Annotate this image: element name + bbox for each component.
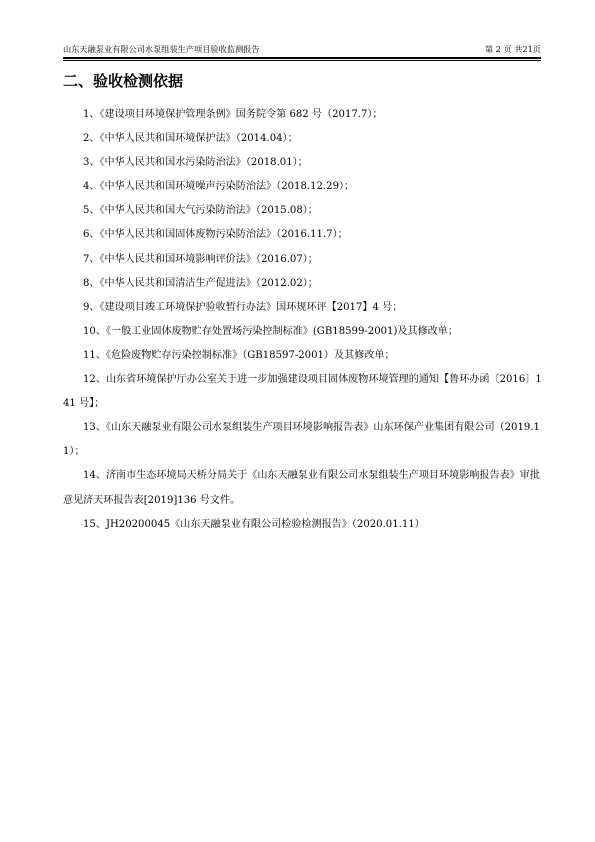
reference-item: 12、山东省环境保护厅办公室关于进一步加强建设项目固体废物环境管理的通知【鲁环办函〔2016〕141 号】；	[63, 374, 542, 410]
header-rule-thin	[63, 60, 541, 61]
reference-item: 7、《中华人民共和国环境影响评价法》（2016.07）；	[83, 253, 318, 265]
reference-item: 14、济南市生态环境局天桥分局关于《山东天融泵业有限公司水泵组装生产项目环境影响报告表》审批意见济天环报告表[2019]136 号文件。	[63, 470, 540, 506]
header-document-title: 山东天融泵业有限公司水泵组装生产项目验收监测报告	[63, 44, 260, 54]
header-page-number: 第 2 页 共21页	[484, 44, 541, 54]
page-header	[63, 44, 541, 58]
reference-item: 10、《一般工业固体废物贮存处置场污染控制标准》(GB18599-2001)及其修改单；	[83, 325, 458, 337]
reference-item: 2、《中华人民共和国环境保护法》（2014.04）；	[83, 133, 298, 145]
reference-item: 1、《建设项目环境保护管理条例》国务院令第 682 号（2017.7）；	[83, 109, 383, 120]
reference-item: 6、《中华人民共和国固体废物污染防治法》（2016.11.7）；	[83, 229, 348, 241]
section-heading: 二、验收检测依据	[63, 72, 184, 90]
reference-item: 8、《中华人民共和国清洁生产促进法》（2012.02）；	[83, 277, 318, 289]
header-rule	[63, 57, 541, 59]
reference-item: 4、《中华人民共和国环境噪声污染防治法》（2018.12.29）；	[83, 181, 355, 193]
reference-item: 13、《山东天融泵业有限公司水泵组装生产项目环境影响报告表》山东环保产业集团有限公司（2019.11）；	[63, 422, 540, 458]
reference-item: 9、《建设项目竣工环境保护验收暂行办法》国环规环评【2017】4 号；	[83, 301, 403, 313]
reference-item: 15、JH20200045《山东天融泵业有限公司检验检测报告》（2020.01.11）	[83, 518, 425, 530]
reference-item: 5、《中华人民共和国大气污染防治法》（2015.08）；	[83, 205, 318, 217]
reference-list	[63, 103, 543, 537]
reference-item: 11、《危险废物贮存污染控制标准》（GB18597-2001）及其修改单；	[83, 349, 395, 361]
reference-item: 3、《中华人民共和国水污染防治法》（2018.01）；	[83, 157, 308, 169]
